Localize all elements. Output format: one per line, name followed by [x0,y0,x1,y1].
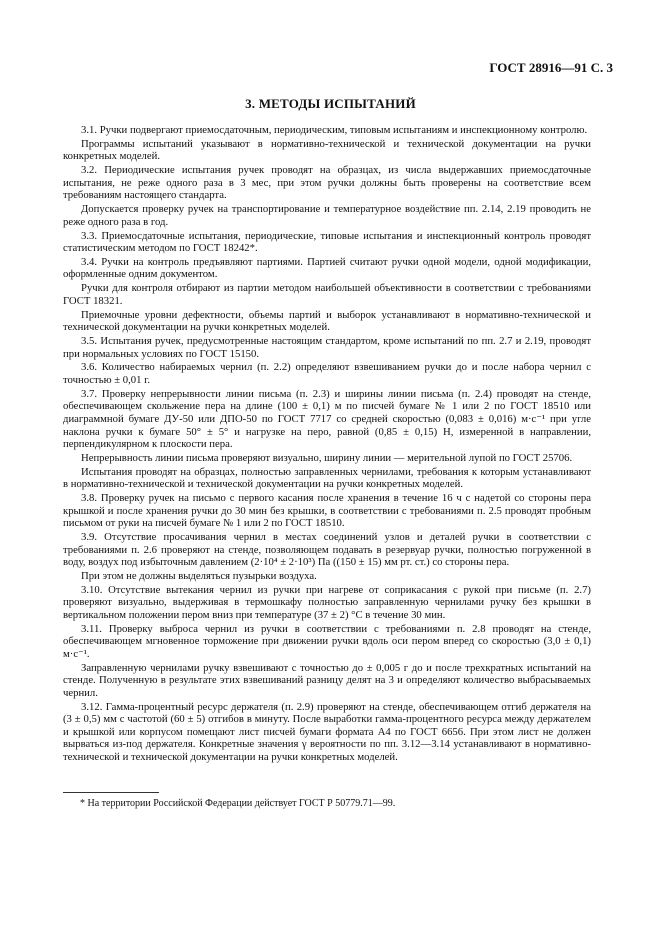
footnote-separator [63,792,159,793]
paragraph-3-11-weighing: Заправленную чернилами ручку взвешивают с точностью до ± 0,005 г до и после трехкратных испытаний на стенде. Полученную в результате этих взвешиваний разницу делят на 3 и определяют количество выбрасываемых чернил. [63,661,591,699]
paragraph-3-3: 3.3. Приемосдаточные испытания, периодические, типовые испытания и инспекционный контроль проводят статистическим методом по ГОСТ 18242*. [63,229,591,255]
paragraph-3-4-levels: Приемочные уровни дефектности, объемы партий и выборок устанавливают в нормативно-технической и технической документации на ручки конкретных моделей. [63,308,591,334]
paragraph-3-7-continuity: Непрерывность линии письма проверяют визуально, ширину линии — мерительной лупой по ГОСТ 25706. [81,451,573,464]
paragraph-3-10: 3.10. Отсутствие вытекания чернил из ручки при нагреве от соприкасания с рукой при письме (п. 2.7) проверяют визуально, выдерживая в термошкафу полностью заправленную чернилами ручку без крышки в вертикальном положении пером вниз при температуре (37 ± 2) °С в течение 30 мин. [63,583,591,621]
paragraph-3-7-samples: Испытания проводят на образцах, полностью заправленных чернилами, требования к которым устанавливают в нормативно-технической и технической документации на ручки конкретных моделей. [63,465,591,491]
paragraph-3-5: 3.5. Испытания ручек, предусмотренные настоящим стандартом, кроме испытаний по пп. 2.7 и 2.19, проводят при нормальных условиях по ГОСТ 15150. [63,335,591,360]
paragraph-3-2-allowance: Допускается проверку ручек на транспортирование и температурное воздействие пп. 2.14, 2.19 проводить не реже одного раза в год. [63,203,591,228]
paragraph-3-11: 3.11. Проверку выброса чернил из ручки в соответствии с требованиями п. 2.8 проводят на стенде, обеспечивающем мгновенное торможение при движении ручки вдоль оси пером вперед со скоростью (3,0 ± 0,1) м·с⁻¹. [63,622,591,660]
paragraph-3-9-bubbles: При этом не должны выделяться пузырьки воздуха. [81,570,317,582]
paragraph-3-12: 3.12. Гамма-процентный ресурс держателя (п. 2.9) проверяют на стенде, обеспечивающем отгиб держателя на (3 ± 0,5) мм с частотой (60 ± 5) отгибов в минуту. После выработки гамма-процентного ресурса между держателем и крышкой или корпусом помещают лист писчей бумаги формата А4 по ГОСТ 6656. При этом лист не должен вырваться из-под держателя. Конкретные значения γ вероятности по пп. 3.12—3.14 устанавливают в нормативно-технической и технической документации на ручки конкретных моделей. [63,700,591,764]
footnote: * На территории Российской Федерации действует ГОСТ Р 50779.71—99. [80,798,396,809]
page-header: ГОСТ 28916—91 С. 3 [489,60,613,75]
paragraph-3-8: 3.8. Проверку ручек на письмо с первого касания после хранения в течение 16 ч с надетой со стороны пера крышкой и после хранения ручки до 30 мин без крышки, в соответствии с требованиями п. 2.5 проводят пробным письмом от руки на писчей бумаге № 1 или 2 по ГОСТ 18510. [63,492,591,530]
body-text [63,124,591,765]
paragraph-3-1: 3.1. Ручки подвергают приемосдаточным, периодическим, типовым испытаниям и инспекционному контролю. [81,124,588,136]
section-title: 3. МЕТОДЫ ИСПЫТАНИЙ [245,96,416,111]
paragraph-3-6: 3.6. Количество набираемых чернил (п. 2.2) определяют взвешиванием ручки до и после набора чернил с точностью ± 0,01 г. [63,361,591,386]
paragraph-3-4: 3.4. Ручки на контроль предъявляют партиями. Партией считают ручки одной модели, одной модификации, оформленные одним документом. [63,255,591,281]
paragraph-3-7: 3.7. Проверку непрерывности линии письма (п. 2.3) и ширины линии письма (п. 2.4) проводят на стенде, обеспечивающем скольжение пера на длине (100 ± 0,1) м по писчей бумаге № 1 или 2 по ГОСТ 18510 или диаграммной бумаге ДУ-50 или ДПО-50 по ГОСТ 7717 со средней скоростью (0,083 ± 0,016) м·с⁻¹ при угле наклона ручки к бумаге 50° ± 5° и нагрузке на перо, равной (0,85 ± 0,15) Н, измеренной в направлении, перпендикулярном к плоскости пера. [63,387,591,451]
paragraph-3-4-sampling: Ручки для контроля отбирают из партии методом наибольшей объективности в соответствии с требованиями ГОСТ 18321. [63,282,591,307]
paragraph-3-1-programs: Программы испытаний указывают в нормативно-технической и технической документации на ручки конкретных моделей. [63,137,591,163]
paragraph-3-9: 3.9. Отсутствие просачивания чернил в местах соединений узлов и деталей ручки в соответствии с требованиями п. 2.6 проверяют на стенде, позволяющем подавать в резервуар ручки, полностью погруженной в воду, воздух под избыточным давлением (2·10⁴ ± 2·10³) Па ((150 ± 15) мм рт. ст.) со стороны пера. [63,531,591,569]
paragraph-3-2: 3.2. Периодические испытания ручек проводят на образцах, из числа выдержавших приемосдаточные испытания, не реже одного раза в 3 мес, при этом ручки должны быть проверены на соответствие всем требованиям настоящего стандарта. [63,164,591,202]
